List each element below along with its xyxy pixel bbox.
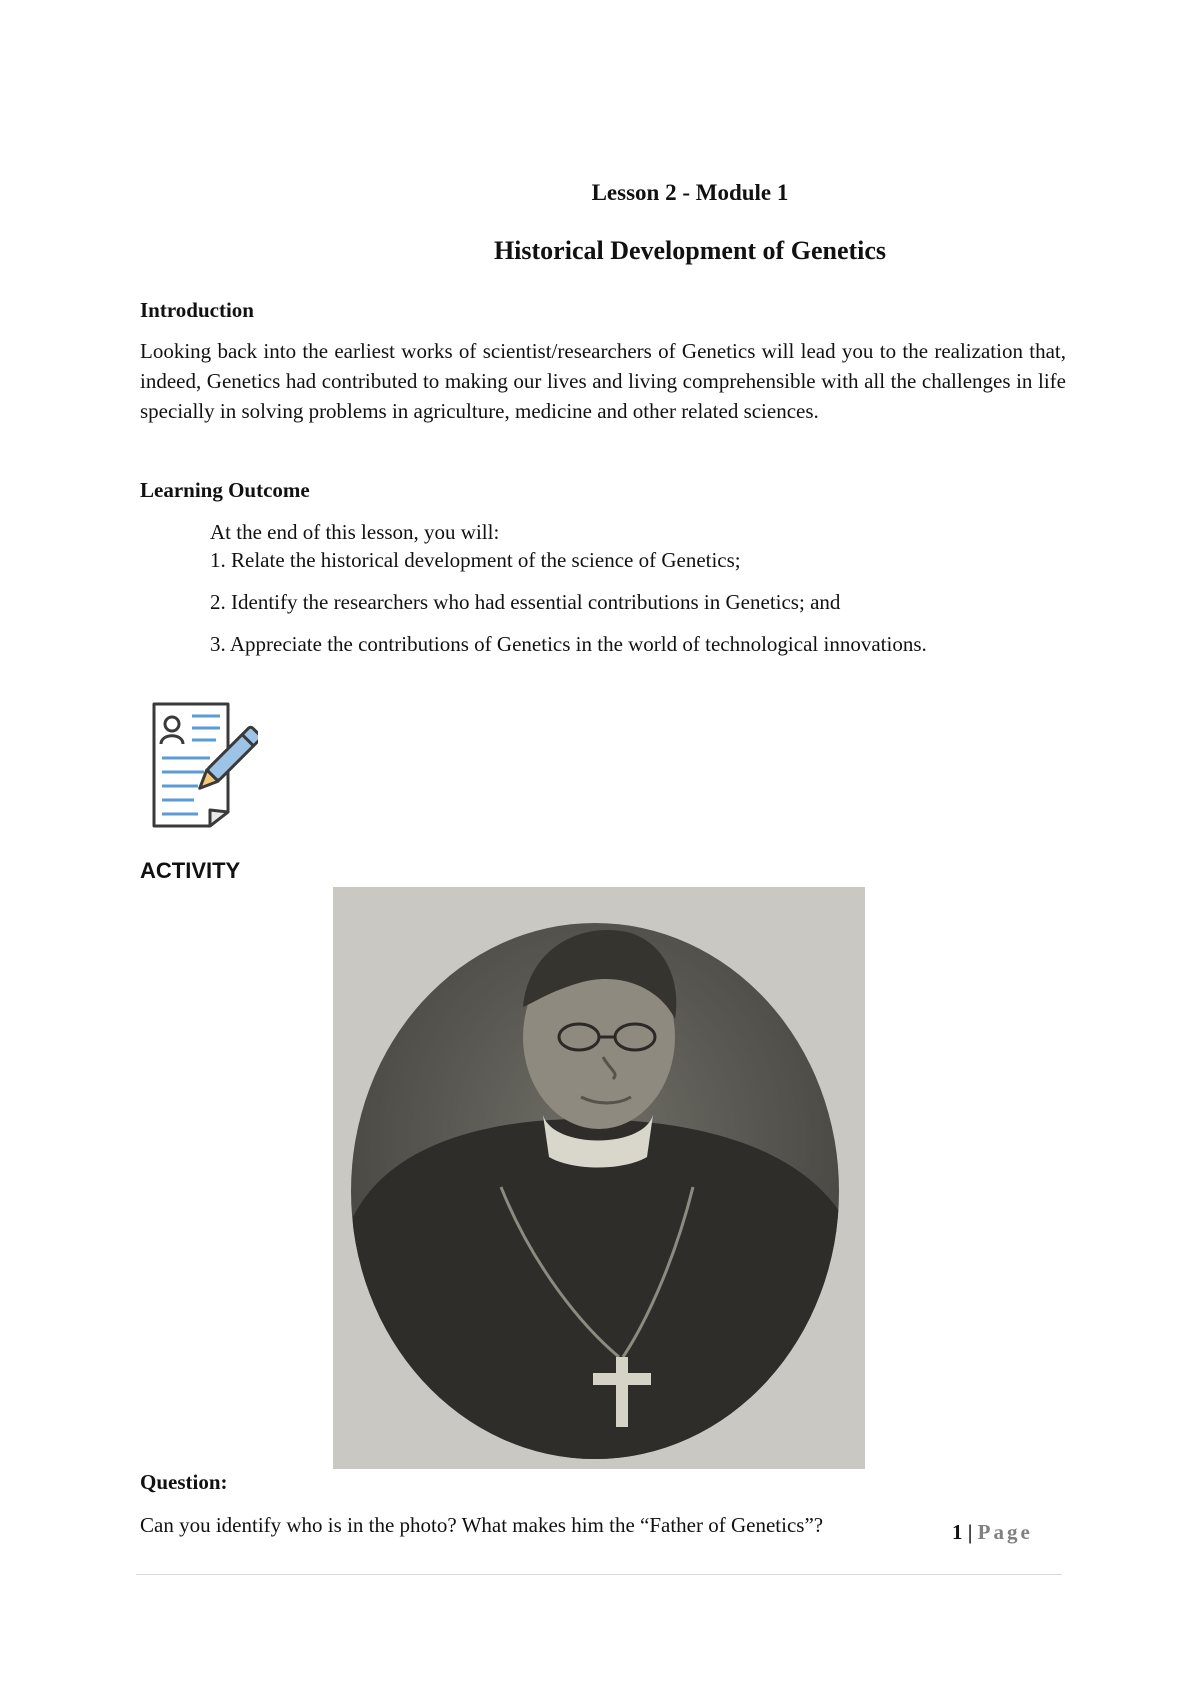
footer-divider <box>136 1574 1062 1575</box>
page-number-word: Page <box>977 1520 1033 1544</box>
learning-outcome-intro: At the end of this lesson, you will: <box>210 520 500 544</box>
activity-heading: ACTIVITY <box>140 858 241 883</box>
question-heading: Question: <box>140 1470 228 1494</box>
portrait-photo <box>333 887 865 1469</box>
learning-outcome-item: 2. Identify the researchers who had essential contributions in Genetics; and <box>210 590 841 614</box>
learning-outcome-heading: Learning Outcome <box>140 478 310 502</box>
question-text: Can you identify who is in the photo? What makes him the “Father of Genetics”? <box>140 1513 824 1537</box>
page-title: Historical Development of Genetics <box>493 236 887 265</box>
page-number-value: 1 <box>952 1520 963 1544</box>
introduction-heading: Introduction <box>140 298 254 322</box>
page-number <box>952 1520 1033 1545</box>
introduction-paragraph: Looking back into the earliest works of scientist/researchers of Genetics will lead you to the realization that, indeed, Genetics had contributed to making our lives and living comprehensible with all the challenges in life specially in solving problems in agriculture, medicine and other related sciences. <box>140 339 1066 423</box>
learning-outcome-item: 3. Appreciate the contributions of Genetics in the world of technological innovations. <box>210 632 927 656</box>
learning-outcome-list <box>210 518 1090 672</box>
page-number-separator: | <box>967 1520 973 1544</box>
lesson-label: Lesson 2 - Module 1 <box>591 180 789 205</box>
learning-outcome-item: 1. Relate the historical development of the science of Genetics; <box>210 548 741 572</box>
document-with-pen-icon <box>148 700 258 830</box>
